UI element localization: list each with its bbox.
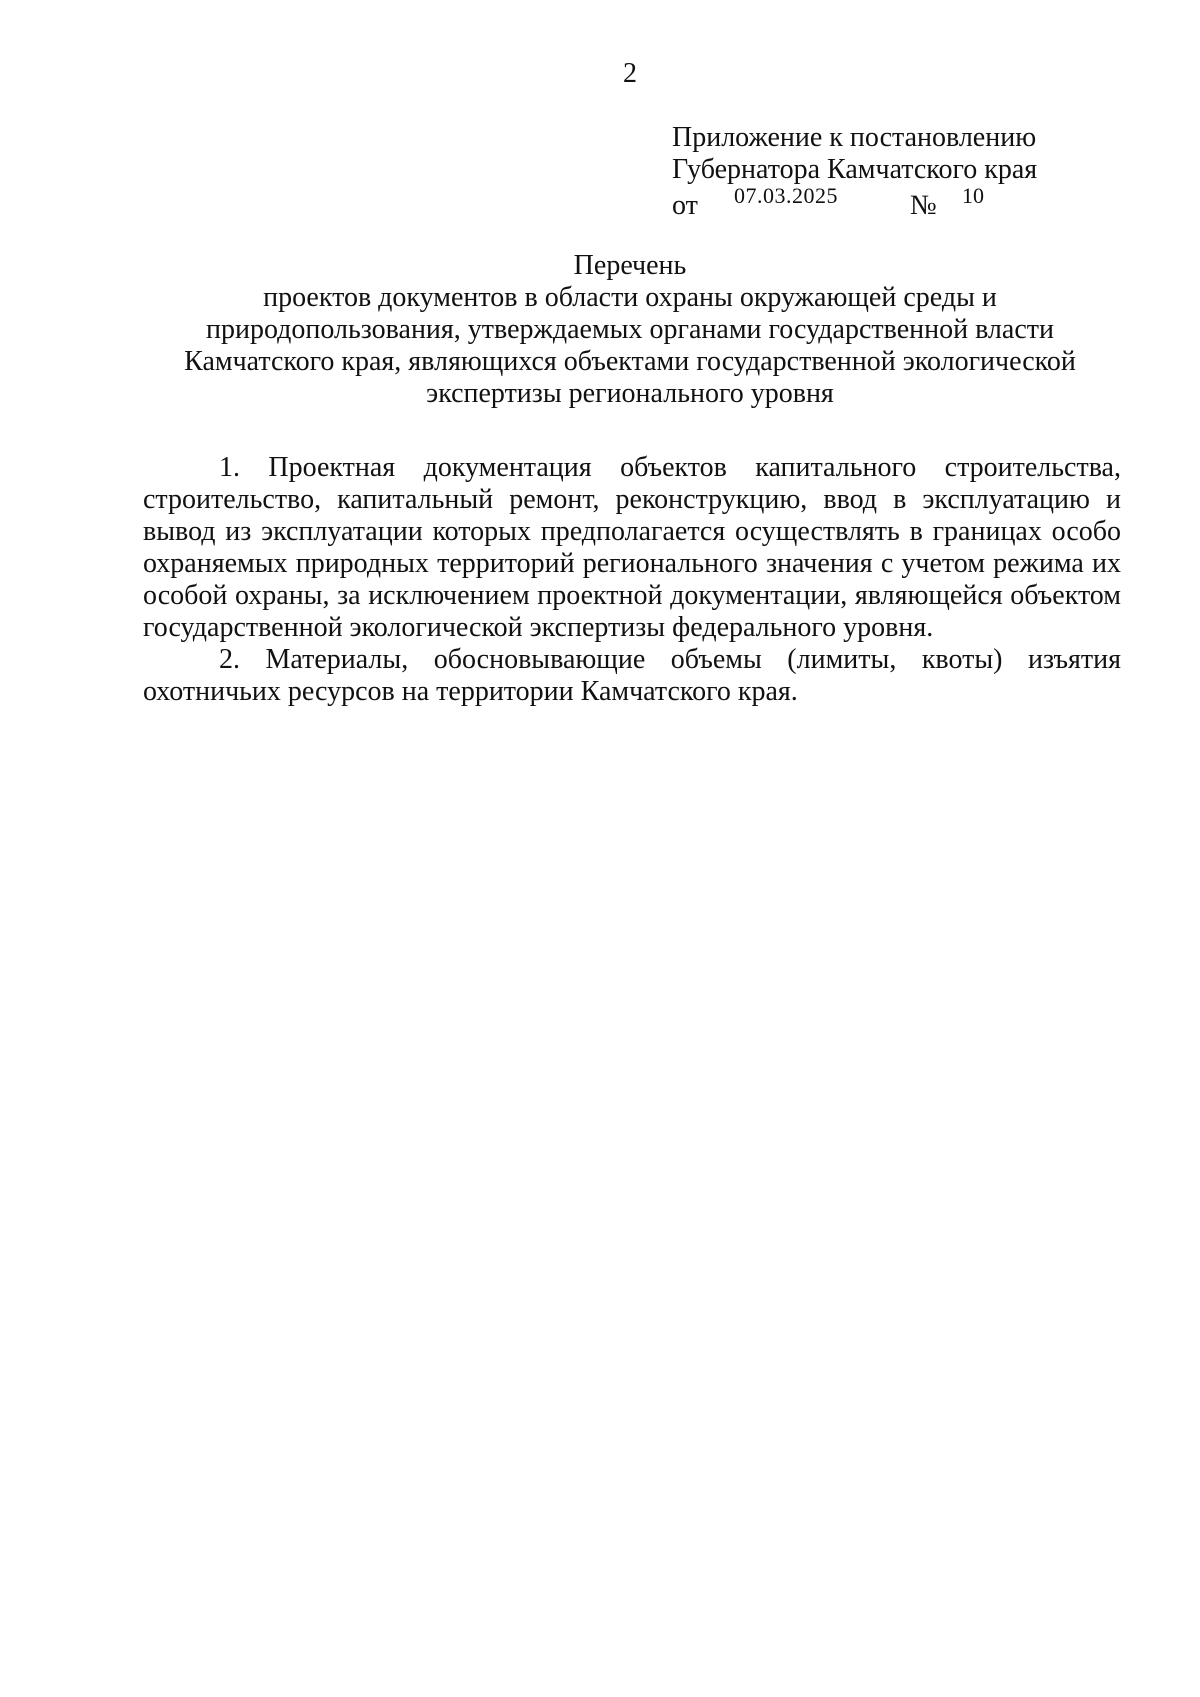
appendix-reference	[672, 183, 1142, 221]
list-item-2: 2. Материалы, обосновывающие объемы (лимиты, квоты) изъятия охотничьих ресурсов на территории Камчатского края.	[143, 644, 1121, 707]
decree-date: 07.03.2025	[734, 183, 838, 208]
document-body	[143, 452, 1121, 708]
appendix-line-1: Приложение к постановлению	[672, 122, 1037, 153]
document-title	[160, 250, 1100, 410]
decree-number: 10	[962, 183, 984, 208]
title-line-4: экспертизы регионального уровня	[426, 378, 834, 409]
page-number: 2	[623, 58, 637, 89]
title-line-3: Камчатского края, являющихся объектами государственной экологической	[184, 346, 1076, 377]
list-item-1: 1. Проектная документация объектов капитального строительства, строительство, капитальный ремонт, реконструкцию, ввод в эксплуатацию и вывод из эксплуатации которых предполагается осуществлять в границах особо охраняемых природных территорий регионального значения с учетом режима их особой охраны, за исключением проектной документации, являющейся объектом государственной экологической экспертизы федерального уровня.	[143, 452, 1121, 643]
number-label: №	[910, 190, 937, 221]
appendix-header	[672, 122, 1142, 220]
title-heading: Перечень	[573, 250, 687, 281]
title-line-2: природопользования, утверждаемых органами государственной власти	[206, 314, 1054, 345]
appendix-line-2: Губернатора Камчатского края	[672, 154, 1038, 185]
from-label: от	[672, 190, 698, 221]
title-line-1: проектов документов в области охраны окружающей среды и	[263, 282, 997, 313]
